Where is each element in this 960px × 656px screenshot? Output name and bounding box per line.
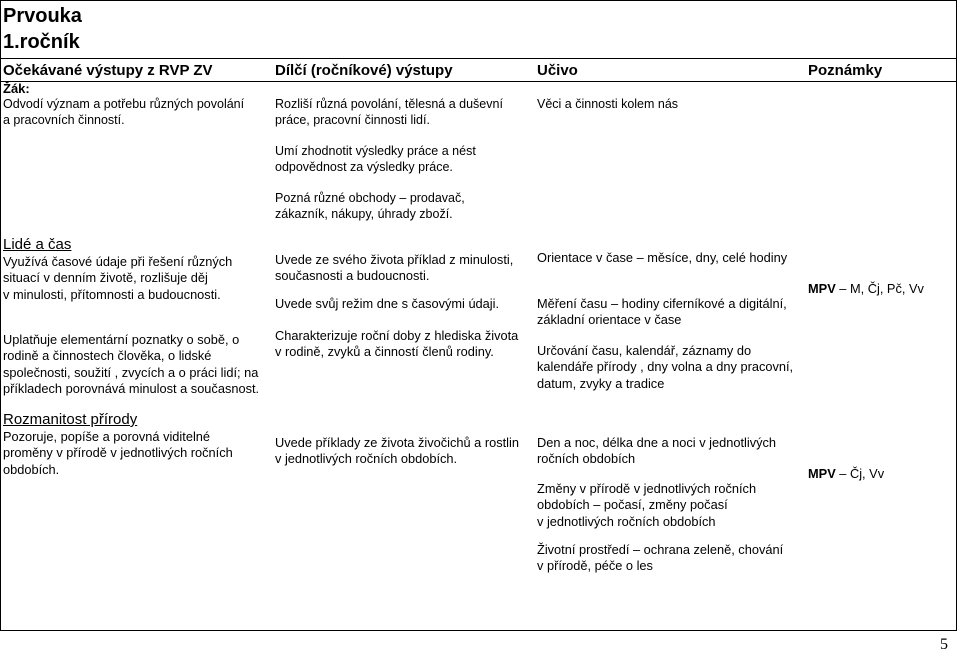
section2-title: Lidé a čas (3, 236, 72, 253)
section2-curriculum-a: Orientace v čase – měsíce, dny, celé hodiny (537, 250, 788, 265)
section2-output-b: Uplatňuje elementární poznatky o sobě, o rodině a činnostech člověka, o lidské společnosti, soužití , zvycích a o práci lidí; na příkladech porovnává minulost a současnost. (3, 332, 260, 396)
page-number: 5 (940, 636, 948, 653)
grade-title: 1.ročník (3, 31, 80, 53)
title-divider (0, 58, 957, 59)
section1-output: Odvodí význam a potřebu různých povolání a pracovních činností. (3, 97, 245, 127)
header-divider (0, 81, 957, 82)
section3-curriculum-c: Životní prostředí – ochrana zeleně, chování v přírodě, péče o les (537, 542, 784, 574)
section3-output: Pozoruje, popíše a porovná viditelné proměny v přírodě v jednotlivých ročních obdobích. (3, 429, 233, 477)
section3-partial: Uvede příklady ze života živočichů a rostlin v jednotlivých ročních obdobích. (275, 435, 519, 467)
section3-notes: MPV – Čj, Vv (808, 466, 885, 481)
section2-notes: MPV – M, Čj, Pč, Vv (808, 281, 924, 296)
section3-curriculum-a: Den a noc, délka dne a noci v jednotlivých ročních obdobích (537, 435, 777, 467)
section2-output-a: Využívá časové údaje při řešení různých situací v denním životě, rozlišuje děj v minulosti, přítomnosti a budoucnosti. (3, 254, 233, 302)
section2-partial-c: Charakterizuje roční doby z hlediska života v rodině, zvyků a činností členů rodiny. (275, 328, 519, 360)
header-outputs: Očekávané výstupy z RVP ZV (3, 62, 213, 79)
section3-curriculum-b: Změny v přírodě v jednotlivých ročních obdobích – počasí, změny počasí v jednotlivých ročních obdobích (537, 481, 757, 529)
header-notes: Poznámky (808, 62, 883, 79)
section1-partial-c: Pozná různé obchody – prodavač, zákazník, nákupy, úhrady zboží. (275, 191, 465, 221)
section2-curriculum-c: Určování času, kalendář, záznamy do kalendáře přírody , dny volna a dny pracovní, datum, zvyky a tradice (537, 343, 794, 391)
subject-title: Prvouka (3, 5, 82, 27)
section2-curriculum-b: Měření času – hodiny ciferníkové a digitální, základní orientace v čase (537, 296, 787, 328)
section1-partial-a: Rozliší různá povolání, tělesná a duševní práce, pracovní činnosti lidí. (275, 97, 503, 127)
section3-title: Rozmanitost přírody (3, 411, 138, 428)
section1-curriculum: Věci a činnosti kolem nás (537, 97, 679, 111)
student-label: Žák: (3, 81, 30, 96)
section2-partial-a: Uvede ze svého života příklad z minulosti, současnosti a budoucnosti. (275, 252, 514, 284)
header-partial: Dílčí (ročníkové) výstupy (275, 62, 453, 79)
section1-partial-b: Umí zhodnotit výsledky práce a nést odpovědnost za výsledky práce. (275, 144, 476, 174)
section2-partial-b: Uvede svůj režim dne s časovými údaji. (275, 296, 500, 311)
header-curriculum: Učivo (537, 62, 578, 79)
